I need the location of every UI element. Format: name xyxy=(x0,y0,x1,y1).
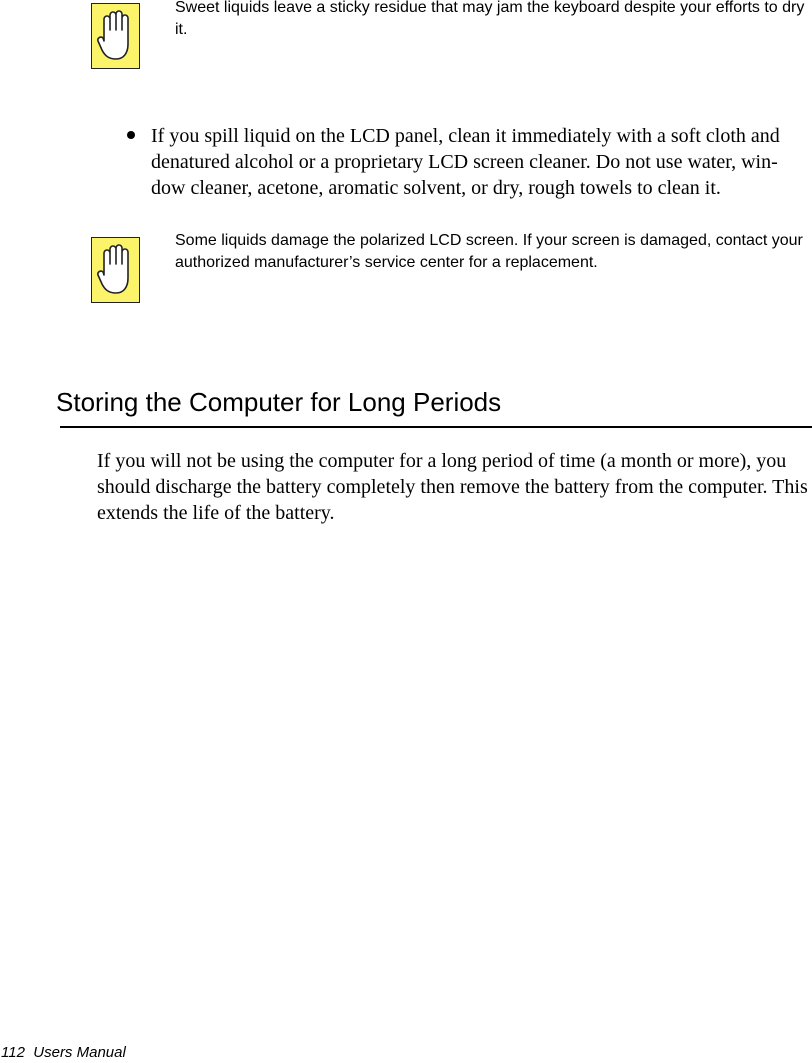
body-paragraph: If you will not be using the computer for a long period of time (a month or more), you should discharge the battery completely then remove the battery from the computer. This extends the life of the battery. xyxy=(97,450,808,524)
hand-glyph-icon xyxy=(97,244,134,296)
hand-glyph-icon xyxy=(97,10,134,62)
page-number: 112 xyxy=(1,1044,25,1061)
bullet-icon xyxy=(127,131,135,139)
section-heading: Storing the Computer for Long Periods xyxy=(56,387,502,417)
manual-title: Users Manual xyxy=(33,1044,126,1061)
caution-hand-icon xyxy=(91,3,140,69)
bullet-text: If you spill liquid on the LCD panel, clean it immediately with a soft cloth and denatured alcohol or a proprietary LCD screen cleaner. Do not use water, win-dow cleaner, acetone, aromatic solvent, or dry, rough towels to clean it. xyxy=(151,125,780,199)
section-divider xyxy=(60,426,812,428)
caution-hand-icon xyxy=(91,237,140,303)
caution-note: Some liquids damage the polarized LCD screen. If your screen is damaged, contact your authorized manufacturer’s service center for a replacement. xyxy=(175,232,803,271)
page-footer xyxy=(1,1044,126,1062)
caution-note: Sweet liquids leave a sticky residue that may jam the keyboard despite your efforts to dry it. xyxy=(175,0,805,38)
